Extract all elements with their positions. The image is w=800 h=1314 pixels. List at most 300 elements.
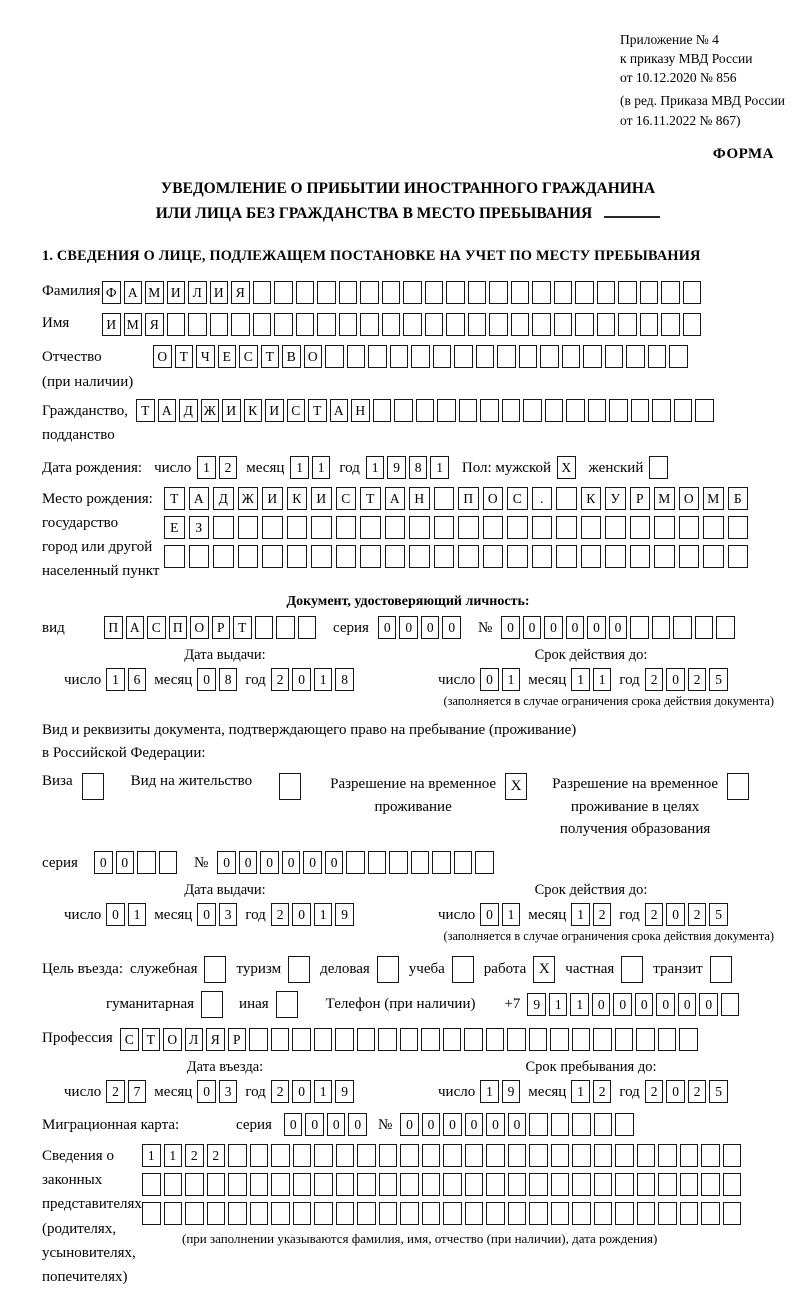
form-cell[interactable]: 3 [219,903,238,926]
form-cell[interactable] [511,281,530,304]
form-cell[interactable]: С [507,487,528,510]
form-cell[interactable]: 1 [571,668,590,691]
form-cell[interactable] [422,1144,441,1167]
form-cell[interactable] [566,399,585,422]
form-cell[interactable] [293,1202,312,1225]
permit-series-cells[interactable] [94,851,180,874]
form-cell[interactable] [615,1113,634,1136]
form-cell[interactable] [336,545,357,568]
form-cell[interactable] [551,1144,570,1167]
form-cell[interactable]: 0 [523,616,542,639]
form-cell[interactable] [250,1144,269,1167]
form-cell[interactable]: X [557,456,576,479]
form-cell[interactable]: 0 [284,1113,303,1136]
form-cell[interactable] [317,313,336,336]
form-cell[interactable] [723,1173,742,1196]
form-cell[interactable] [669,345,688,368]
form-cell[interactable] [483,516,504,539]
form-cell[interactable] [207,1202,226,1225]
name-cells[interactable] [102,313,704,336]
form-cell[interactable] [486,1202,505,1225]
form-cell[interactable]: 0 [197,903,216,926]
form-cell[interactable]: 1 [314,1080,333,1103]
form-cell[interactable]: Т [261,345,280,368]
form-cell[interactable] [437,399,456,422]
form-cell[interactable]: Е [218,345,237,368]
form-cell[interactable] [454,851,473,874]
form-cell[interactable] [497,345,516,368]
form-cell[interactable] [346,851,365,874]
form-cell[interactable]: 0 [239,851,258,874]
form-cell[interactable] [486,1144,505,1167]
stay-day-cells[interactable] [480,1080,523,1103]
form-cell[interactable] [201,991,223,1018]
form-cell[interactable] [298,616,317,639]
citizenship-cells[interactable] [136,399,717,422]
form-cell[interactable] [314,1202,333,1225]
form-cell[interactable] [489,281,508,304]
form-cell[interactable] [550,1028,569,1051]
form-cell[interactable] [637,1144,656,1167]
form-cell[interactable]: 0 [501,616,520,639]
form-cell[interactable]: К [581,487,602,510]
form-cell[interactable] [204,956,226,983]
form-cell[interactable]: 6 [128,668,147,691]
form-cell[interactable] [661,281,680,304]
form-cell[interactable] [296,313,315,336]
form-cell[interactable]: И [102,313,121,336]
form-cell[interactable] [262,545,283,568]
form-cell[interactable] [649,456,668,479]
form-cell[interactable] [228,1144,247,1167]
form-cell[interactable] [489,313,508,336]
form-cell[interactable]: 2 [271,668,290,691]
form-cell[interactable]: 2 [219,456,238,479]
form-cell[interactable]: 0 [678,993,697,1016]
guardians-cells-row3[interactable] [142,1202,744,1225]
purpose-tourism-checkbox[interactable] [288,956,313,983]
form-cell[interactable]: Ф [102,281,121,304]
form-cell[interactable] [228,1173,247,1196]
form-cell[interactable]: 5 [709,1080,728,1103]
form-cell[interactable]: 2 [688,903,707,926]
form-cell[interactable] [605,516,626,539]
sex-male-checkbox[interactable] [557,456,579,479]
form-cell[interactable]: 5 [709,903,728,926]
form-cell[interactable] [207,1173,226,1196]
form-cell[interactable]: И [262,487,283,510]
form-cell[interactable] [673,616,692,639]
form-cell[interactable] [728,545,749,568]
form-cell[interactable]: 2 [271,1080,290,1103]
form-cell[interactable]: А [124,281,143,304]
form-cell[interactable]: О [679,487,700,510]
form-cell[interactable]: О [190,616,209,639]
form-cell[interactable] [701,1173,720,1196]
stay-month-cells[interactable] [571,1080,614,1103]
form-cell[interactable] [615,1144,634,1167]
form-cell[interactable]: 0 [635,993,654,1016]
form-cell[interactable] [314,1028,333,1051]
birthplace-cells-row1[interactable] [164,487,752,510]
form-cell[interactable] [454,345,473,368]
form-cell[interactable] [379,1173,398,1196]
form-cell[interactable] [674,399,693,422]
form-cell[interactable]: 0 [486,1113,505,1136]
form-cell[interactable] [594,1202,613,1225]
form-cell[interactable]: 2 [645,1080,664,1103]
form-cell[interactable] [551,1202,570,1225]
form-cell[interactable] [575,313,594,336]
form-cell[interactable]: Т [136,399,155,422]
form-cell[interactable] [422,1202,441,1225]
form-cell[interactable]: 0 [465,1113,484,1136]
form-cell[interactable]: И [222,399,241,422]
form-cell[interactable] [594,1173,613,1196]
form-cell[interactable] [400,1173,419,1196]
form-cell[interactable]: М [145,281,164,304]
purpose-official-checkbox[interactable] [204,956,229,983]
form-cell[interactable] [597,281,616,304]
form-cell[interactable] [400,1144,419,1167]
form-cell[interactable] [654,516,675,539]
migcard-number-cells[interactable] [400,1113,637,1136]
form-cell[interactable]: 1 [480,1080,499,1103]
form-cell[interactable]: 1 [366,456,385,479]
form-cell[interactable] [701,1144,720,1167]
form-cell[interactable] [680,1173,699,1196]
purpose-other-checkbox[interactable] [276,991,301,1018]
form-cell[interactable] [502,399,521,422]
form-cell[interactable]: Д [179,399,198,422]
form-cell[interactable] [529,1144,548,1167]
form-cell[interactable]: 0 [592,993,611,1016]
form-cell[interactable]: Я [145,313,164,336]
form-cell[interactable]: 2 [688,1080,707,1103]
form-cell[interactable]: Д [213,487,234,510]
form-cell[interactable] [476,345,495,368]
form-cell[interactable]: Н [351,399,370,422]
form-cell[interactable] [723,1144,742,1167]
form-cell[interactable]: 0 [217,851,236,874]
permit-valid-day-cells[interactable] [480,903,523,926]
form-cell[interactable] [274,313,293,336]
form-cell[interactable]: X [505,773,527,800]
edu-permit-checkbox[interactable] [727,773,752,800]
form-cell[interactable]: А [330,399,349,422]
form-cell[interactable]: Т [360,487,381,510]
form-cell[interactable] [434,545,455,568]
form-cell[interactable] [287,516,308,539]
form-cell[interactable] [271,1028,290,1051]
permit-issue-year-cells[interactable] [271,903,357,926]
form-cell[interactable]: 1 [430,456,449,479]
form-cell[interactable]: 2 [645,903,664,926]
form-cell[interactable]: 8 [335,668,354,691]
form-cell[interactable] [189,545,210,568]
form-cell[interactable] [336,516,357,539]
form-cell[interactable]: 2 [593,903,612,926]
form-cell[interactable] [293,1173,312,1196]
form-cell[interactable] [609,399,628,422]
form-cell[interactable] [137,851,156,874]
form-cell[interactable] [360,281,379,304]
form-cell[interactable] [572,1028,591,1051]
form-cell[interactable] [486,1028,505,1051]
form-cell[interactable]: 0 [292,1080,311,1103]
form-cell[interactable]: 0 [348,1113,367,1136]
form-cell[interactable]: Т [308,399,327,422]
doc-number-cells[interactable] [501,616,738,639]
form-cell[interactable]: П [104,616,123,639]
form-cell[interactable] [379,1202,398,1225]
form-cell[interactable] [416,399,435,422]
entry-year-cells[interactable] [271,1080,357,1103]
form-cell[interactable] [508,1173,527,1196]
form-cell[interactable]: 1 [502,668,521,691]
form-cell[interactable]: 1 [549,993,568,1016]
form-cell[interactable] [556,545,577,568]
form-cell[interactable]: М [654,487,675,510]
form-cell[interactable] [377,956,399,983]
migcard-series-cells[interactable] [284,1113,370,1136]
form-cell[interactable] [532,545,553,568]
form-cell[interactable] [357,1028,376,1051]
form-cell[interactable] [532,313,551,336]
form-cell[interactable]: . [532,487,553,510]
form-cell[interactable]: 1 [128,903,147,926]
form-cell[interactable]: 0 [303,851,322,874]
form-cell[interactable] [458,516,479,539]
form-cell[interactable]: 2 [688,668,707,691]
form-cell[interactable]: 0 [325,851,344,874]
form-cell[interactable] [314,1144,333,1167]
form-cell[interactable] [443,1028,462,1051]
form-cell[interactable] [411,851,430,874]
form-cell[interactable]: В [282,345,301,368]
form-cell[interactable] [618,281,637,304]
form-cell[interactable] [167,313,186,336]
form-cell[interactable] [379,1144,398,1167]
form-cell[interactable] [605,545,626,568]
form-cell[interactable] [572,1144,591,1167]
form-cell[interactable] [480,399,499,422]
form-cell[interactable] [238,545,259,568]
form-cell[interactable]: 3 [219,1080,238,1103]
form-cell[interactable] [486,1173,505,1196]
form-cell[interactable] [658,1173,677,1196]
form-cell[interactable]: С [147,616,166,639]
form-cell[interactable]: 0 [666,668,685,691]
form-cell[interactable] [188,313,207,336]
form-cell[interactable]: М [124,313,143,336]
form-cell[interactable] [228,1202,247,1225]
form-cell[interactable] [615,1028,634,1051]
form-cell[interactable] [339,313,358,336]
permit-valid-year-cells[interactable] [645,903,731,926]
form-cell[interactable] [368,345,387,368]
form-cell[interactable] [378,1028,397,1051]
form-cell[interactable] [654,545,675,568]
form-cell[interactable]: К [244,399,263,422]
form-cell[interactable]: 0 [609,616,628,639]
form-cell[interactable]: X [533,956,555,983]
form-cell[interactable] [185,1173,204,1196]
form-cell[interactable] [271,1144,290,1167]
form-cell[interactable] [164,1202,183,1225]
form-cell[interactable] [621,956,643,983]
form-cell[interactable]: 5 [709,668,728,691]
form-cell[interactable]: О [163,1028,182,1051]
phone-cells[interactable] [527,993,742,1016]
form-cell[interactable] [368,851,387,874]
form-cell[interactable]: 0 [292,903,311,926]
guardians-cells-row1[interactable] [142,1144,744,1167]
form-cell[interactable]: Т [175,345,194,368]
form-cell[interactable]: 0 [197,1080,216,1103]
form-cell[interactable]: 2 [106,1080,125,1103]
doc-valid-month-cells[interactable] [571,668,614,691]
form-cell[interactable]: 9 [335,903,354,926]
form-cell[interactable] [360,545,381,568]
form-cell[interactable] [475,851,494,874]
form-cell[interactable] [400,1028,419,1051]
form-cell[interactable] [293,1144,312,1167]
form-cell[interactable] [311,545,332,568]
form-cell[interactable]: 9 [527,993,546,1016]
form-cell[interactable]: 0 [613,993,632,1016]
form-cell[interactable] [425,281,444,304]
form-cell[interactable] [532,281,551,304]
form-cell[interactable] [385,545,406,568]
form-cell[interactable] [459,399,478,422]
patronymic-cells[interactable] [153,345,691,368]
form-cell[interactable] [446,281,465,304]
form-cell[interactable]: Я [231,281,250,304]
form-cell[interactable] [508,1144,527,1167]
form-cell[interactable]: А [385,487,406,510]
form-cell[interactable] [588,399,607,422]
form-cell[interactable] [271,1173,290,1196]
form-cell[interactable] [411,345,430,368]
form-cell[interactable] [483,545,504,568]
form-cell[interactable] [529,1173,548,1196]
doc-issue-month-cells[interactable] [197,668,240,691]
form-cell[interactable] [292,1028,311,1051]
form-cell[interactable]: Н [409,487,430,510]
form-cell[interactable] [605,345,624,368]
form-cell[interactable] [336,1144,355,1167]
form-cell[interactable] [508,1202,527,1225]
doc-valid-year-cells[interactable] [645,668,731,691]
permit-issue-month-cells[interactable] [197,903,240,926]
form-cell[interactable] [594,1144,613,1167]
form-cell[interactable] [314,1173,333,1196]
form-cell[interactable]: 1 [312,456,331,479]
form-cell[interactable]: 0 [480,903,499,926]
form-cell[interactable]: 0 [587,616,606,639]
form-cell[interactable]: 1 [197,456,216,479]
entry-day-cells[interactable] [106,1080,149,1103]
form-cell[interactable] [434,487,455,510]
form-cell[interactable] [421,1028,440,1051]
form-cell[interactable] [339,281,358,304]
form-cell[interactable] [626,345,645,368]
form-cell[interactable]: 2 [645,668,664,691]
form-cell[interactable] [540,345,559,368]
form-cell[interactable] [271,1202,290,1225]
doc-issue-day-cells[interactable] [106,668,149,691]
form-cell[interactable] [276,616,295,639]
form-cell[interactable]: 0 [327,1113,346,1136]
form-cell[interactable] [556,516,577,539]
form-cell[interactable] [425,313,444,336]
doc-issue-year-cells[interactable] [271,668,357,691]
form-cell[interactable]: Е [164,516,185,539]
form-cell[interactable] [443,1173,462,1196]
entry-month-cells[interactable] [197,1080,240,1103]
form-cell[interactable]: 0 [260,851,279,874]
form-cell[interactable]: 0 [197,668,216,691]
form-cell[interactable] [274,281,293,304]
form-cell[interactable] [695,616,714,639]
form-cell[interactable]: 8 [219,668,238,691]
form-cell[interactable]: 2 [271,903,290,926]
form-cell[interactable] [630,616,649,639]
form-cell[interactable]: З [189,516,210,539]
form-cell[interactable] [382,281,401,304]
visa-checkbox[interactable] [82,773,107,800]
form-cell[interactable] [213,545,234,568]
form-cell[interactable]: 0 [400,1113,419,1136]
form-cell[interactable] [630,545,651,568]
purpose-private-checkbox[interactable] [621,956,646,983]
form-cell[interactable] [317,281,336,304]
form-cell[interactable] [164,1173,183,1196]
form-cell[interactable]: Р [630,487,651,510]
form-cell[interactable]: Л [188,281,207,304]
form-cell[interactable]: П [458,487,479,510]
form-cell[interactable]: О [153,345,172,368]
form-cell[interactable] [262,516,283,539]
form-cell[interactable] [683,281,702,304]
form-cell[interactable] [618,313,637,336]
form-cell[interactable] [636,1028,655,1051]
purpose-business-checkbox[interactable] [377,956,402,983]
form-cell[interactable] [511,313,530,336]
form-cell[interactable] [382,313,401,336]
form-cell[interactable]: С [336,487,357,510]
form-cell[interactable]: К [287,487,308,510]
sex-female-checkbox[interactable] [649,456,671,479]
form-cell[interactable] [637,1202,656,1225]
form-cell[interactable] [703,516,724,539]
form-cell[interactable] [253,281,272,304]
form-cell[interactable] [394,399,413,422]
form-cell[interactable] [562,345,581,368]
form-cell[interactable] [311,516,332,539]
form-cell[interactable]: 0 [399,616,418,639]
doc-valid-day-cells[interactable] [480,668,523,691]
form-cell[interactable]: Р [228,1028,247,1051]
form-cell[interactable] [276,991,298,1018]
permit-number-cells[interactable] [217,851,497,874]
form-cell[interactable]: 9 [335,1080,354,1103]
form-cell[interactable] [335,1028,354,1051]
form-cell[interactable] [545,399,564,422]
form-cell[interactable]: 0 [94,851,113,874]
form-cell[interactable] [336,1173,355,1196]
